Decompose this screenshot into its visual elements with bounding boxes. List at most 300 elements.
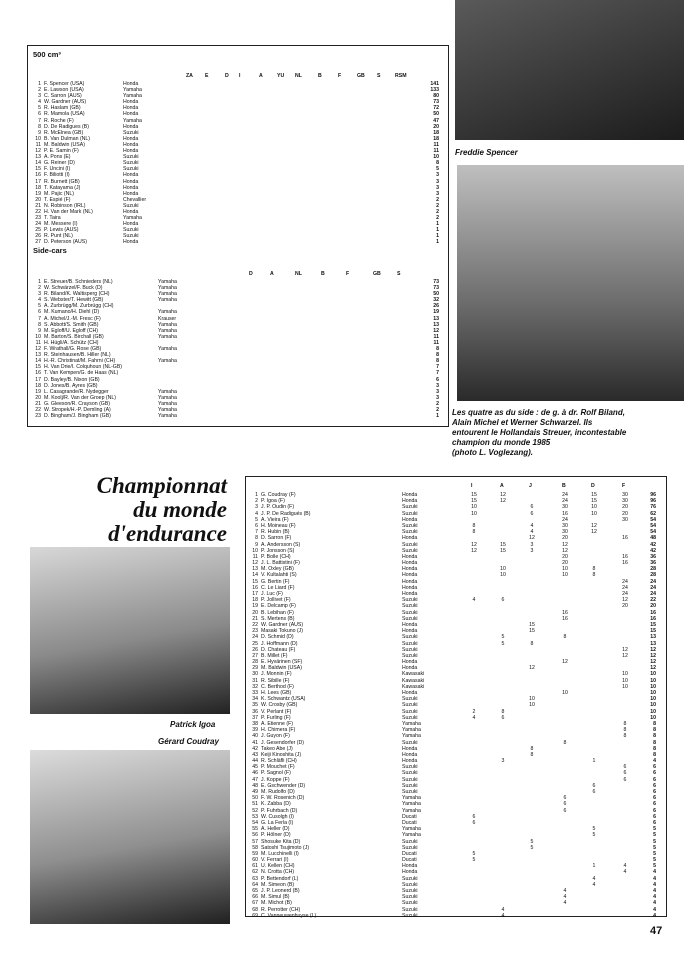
total-points: 22 (650, 597, 656, 604)
race-points: 4 (472, 597, 476, 604)
total-points: 8 (653, 720, 656, 727)
machine: Yamaha (402, 720, 421, 727)
column-header: A (500, 483, 504, 489)
race-points: 30 (562, 522, 568, 529)
column-header: NL (295, 271, 302, 277)
race-points: 8 (623, 720, 627, 727)
section-title-500: 500 cm³ (33, 50, 61, 59)
rider-name: M. Simul (B) (261, 894, 290, 901)
rank: 23 (252, 628, 258, 635)
rider-name: G. La Ferla (I) (261, 819, 294, 826)
rider-name: F. Spencer (USA) (44, 81, 85, 87)
rank: 21 (252, 615, 258, 622)
column-header: D (249, 271, 253, 277)
machine: Suzuki (402, 634, 418, 641)
total-points: 54 (650, 529, 656, 536)
rider-name: A. Pons (E) (44, 154, 71, 161)
caption-line: Alain Michel et Werner Schwarzel. Ils (452, 418, 593, 427)
rank: 20 (252, 609, 258, 616)
total-points: 8 (436, 346, 439, 353)
total-points: 5 (653, 838, 656, 845)
race-points: 24 (622, 591, 628, 597)
machine: Yamaha (158, 358, 177, 365)
caption-igoa: Patrick Igoa (170, 720, 216, 729)
rank: 51 (252, 801, 258, 808)
column-header: B (562, 483, 566, 489)
race-points: 5 (592, 832, 596, 839)
caption-line: entourent le Hollandais Streuer, incontestable (452, 428, 627, 437)
machine: Suzuki (402, 615, 418, 622)
total-points: 62 (650, 510, 656, 517)
rank: 13 (35, 154, 41, 161)
total-points: 50 (433, 291, 439, 298)
race-points: 8 (530, 640, 534, 647)
photo-sidecar-aces (457, 165, 684, 401)
rank: 55 (252, 826, 258, 833)
total-points: 4 (653, 758, 656, 765)
table-500 (33, 73, 443, 246)
machine: Honda (402, 751, 418, 758)
total-points: 2 (436, 215, 439, 222)
total-points: 4 (653, 900, 656, 907)
race-points: 4 (501, 912, 505, 919)
machine: Honda (123, 239, 139, 246)
rider-name: R. Punt (NL) (44, 233, 73, 240)
table-endurance (250, 483, 662, 919)
rank: 46 (252, 770, 258, 777)
rank: 40 (252, 733, 258, 740)
machine: Yamaha (402, 807, 421, 814)
race-points: 6 (563, 801, 567, 808)
total-points: 28 (650, 572, 656, 579)
rank: 4 (255, 510, 258, 517)
column-header: F (338, 73, 342, 79)
rider-name: Shosuke Kita (D) (261, 838, 301, 845)
race-points: 20 (622, 603, 628, 610)
race-points: 8 (530, 745, 534, 752)
total-points: 12 (650, 652, 656, 659)
total-points: 4 (653, 869, 656, 876)
total-points: 11 (433, 141, 439, 148)
total-points: 5 (653, 844, 656, 851)
total-points: 10 (650, 702, 656, 709)
race-points: 12 (500, 492, 506, 498)
rank: 24 (35, 221, 41, 228)
rider-name: F. Biliotti (I) (44, 172, 70, 179)
machine: Suzuki (402, 714, 418, 721)
total-points: 10 (650, 690, 656, 696)
rider-name: Takeo Abe (J) (261, 745, 293, 752)
column-header: YU (277, 73, 285, 79)
rank: 14 (35, 358, 41, 365)
total-points: 16 (650, 615, 656, 622)
total-points: 2 (436, 196, 439, 203)
column-header: D (591, 483, 595, 489)
crew-name: M. Kumano/H. Diehl (D) (44, 309, 100, 316)
race-points: 10 (562, 690, 568, 696)
machine: Suzuki (123, 129, 139, 136)
rank: 10 (252, 547, 258, 554)
total-points: 16 (650, 609, 656, 616)
machine: Yamaha (158, 297, 177, 304)
rank: 12 (35, 346, 41, 353)
rider-name: P. Jollivet (F) (261, 597, 291, 604)
crew-name: E. Streuer/B. Schnieders (NL) (44, 279, 113, 285)
rank: 69 (252, 912, 258, 919)
rider-name: M. Michot (B) (261, 900, 292, 907)
rank: 17 (35, 178, 41, 185)
rank: 16 (252, 584, 258, 591)
rank: 64 (252, 881, 258, 888)
total-points: 2 (436, 400, 439, 407)
machine: Suzuki (402, 541, 418, 548)
column-header: RSM (395, 73, 407, 79)
column-header: S (397, 271, 401, 277)
rider-name: A. Heller (D) (261, 826, 290, 833)
machine: Ducati (402, 850, 417, 857)
machine: Honda (402, 665, 418, 672)
race-points: 12 (500, 498, 506, 505)
total-points: 8 (653, 733, 656, 740)
total-points: 12 (650, 659, 656, 666)
table-header-row (33, 73, 443, 81)
column-header: ZA (186, 73, 193, 79)
machine: Honda (123, 105, 139, 112)
total-points: 4 (653, 875, 656, 882)
machine: Honda (402, 498, 418, 505)
total-points: 15 (650, 628, 656, 635)
rank: 1 (255, 492, 258, 498)
race-points: 16 (622, 560, 628, 567)
crew-name: L. Casagrande/R. Nydegger (44, 388, 109, 395)
race-points: 24 (622, 584, 628, 591)
machine: Yamaha (158, 346, 177, 353)
rider-name: D. Schmid (D) (261, 634, 294, 641)
rank: 18 (252, 597, 258, 604)
rider-name: P. Mouchet (F) (261, 764, 295, 771)
machine: Suzuki (123, 154, 139, 161)
crew-name: R. Biland/K. Waltisperg (CH) (44, 291, 110, 298)
rank: 12 (252, 560, 258, 567)
rank: 9 (38, 129, 41, 136)
race-points: 16 (562, 615, 568, 622)
race-points: 15 (471, 492, 477, 498)
race-points: 4 (563, 888, 567, 894)
column-header: I (239, 73, 241, 79)
rider-name: J. Hoffmann (D) (261, 640, 298, 647)
table-row (250, 913, 662, 919)
race-points: 2 (472, 708, 476, 715)
race-points: 4 (530, 522, 534, 529)
rank: 7 (38, 315, 41, 322)
machine: Yamaha (158, 400, 177, 407)
crew-name: A. Michel/J.-M. Fresc (F) (44, 315, 101, 322)
machine: Chevallier (123, 196, 147, 203)
column-header: I (471, 483, 473, 489)
total-points: 1 (436, 239, 439, 246)
rider-name: W. Cusolgh (I) (261, 813, 294, 820)
machine: Suzuki (402, 894, 418, 901)
rank: 14 (35, 160, 41, 167)
race-points: 16 (622, 553, 628, 560)
total-points: 5 (653, 857, 656, 864)
machine: Suzuki (123, 160, 139, 167)
race-points: 30 (562, 529, 568, 536)
race-points: 12 (471, 541, 477, 548)
total-points: 3 (436, 382, 439, 389)
rank: 22 (35, 208, 41, 215)
crew-name: W. Stropek/H.-P. Demling (A) (44, 406, 111, 413)
race-points: 8 (530, 751, 534, 758)
rank: 30 (252, 671, 258, 678)
crew-name: T. Van Kempen/G. de Haas (NL) (44, 370, 119, 377)
total-points: 36 (650, 560, 656, 567)
rank: 66 (252, 894, 258, 901)
total-points: 2 (436, 202, 439, 209)
race-points: 12 (529, 665, 535, 672)
rank: 29 (252, 665, 258, 672)
caption-coudray: Gérard Coudray (158, 737, 219, 746)
column-header: S (377, 73, 381, 79)
total-points: 47 (433, 117, 439, 124)
rider-name: R. Perrotter (CH) (261, 906, 301, 913)
rider-name: D. De Radigues (B) (44, 123, 89, 130)
total-points: 3 (436, 388, 439, 395)
race-points: 5 (501, 634, 505, 641)
machine: Suzuki (402, 646, 418, 653)
rider-name: V. Kultalahti (S) (261, 572, 297, 579)
machine: Honda (123, 135, 139, 142)
rank: 53 (252, 813, 258, 820)
machine: Honda (123, 148, 139, 155)
race-points: 10 (500, 566, 506, 573)
photo-gerard-coudray (30, 750, 230, 924)
machine: Krauser (158, 315, 177, 322)
race-points: 12 (562, 541, 568, 548)
rider-name: K. Schwantz (USA) (261, 696, 306, 703)
rank: 8 (255, 535, 258, 542)
rank: 3 (255, 504, 258, 511)
machine: Honda (402, 578, 418, 585)
rider-name: D. Sarron (F) (261, 535, 292, 542)
rider-name: G. Reiner (D) (44, 160, 75, 167)
machine: Honda (402, 628, 418, 635)
crew-name: G. Gleeson/R. Crayson (GB) (44, 400, 111, 407)
table-sidecars (33, 271, 443, 419)
table-header-row (33, 271, 443, 279)
race-points: 5 (472, 850, 476, 857)
rider-name: W. Crosby (GB) (261, 702, 298, 709)
crew-name: M. Barton/S. Birchall (GB) (44, 333, 104, 340)
total-points: 4 (653, 912, 656, 919)
race-points: 12 (529, 535, 535, 542)
machine: Yamaha (402, 801, 421, 808)
rank: 6 (38, 309, 41, 316)
rider-name: M. Oxley (GB) (261, 566, 294, 573)
column-header: F (346, 271, 350, 277)
total-points: 133 (430, 87, 439, 94)
rank: 3 (38, 93, 41, 100)
total-points: 18 (433, 129, 439, 136)
total-points: 72 (433, 105, 439, 112)
total-points: 3 (436, 184, 439, 191)
total-points: 19 (433, 309, 439, 316)
race-points: 6 (623, 776, 627, 783)
rider-name: E. Lawson (USA) (44, 87, 84, 94)
race-points: 8 (592, 572, 596, 579)
rider-name: J. Guyon (F) (261, 733, 290, 740)
race-points: 6 (563, 807, 567, 814)
crew-name: W. Schwärzel/F. Buck (D) (44, 285, 103, 292)
rider-name: C. Le Liard (F) (261, 584, 295, 591)
race-points: 10 (622, 671, 628, 678)
machine: Suzuki (402, 603, 418, 610)
machine: Suzuki (402, 770, 418, 777)
column-header: GB (373, 271, 381, 277)
crew-name: D. Bayley/B. Nixon (GB) (44, 376, 100, 383)
rank: 2 (38, 87, 41, 94)
race-points: 4 (501, 906, 505, 913)
rank: 48 (252, 782, 258, 789)
machine: Honda (402, 535, 418, 542)
rank: 10 (35, 135, 41, 142)
rank: 26 (252, 646, 258, 653)
rank: 37 (252, 714, 258, 721)
rank: 5 (38, 105, 41, 112)
rank: 21 (35, 202, 41, 209)
rider-name: H. Van der Mark (NL) (44, 208, 93, 215)
rider-name: J. P. Leonerd (B) (261, 888, 300, 894)
machine: Suzuki (402, 838, 418, 845)
rider-name: F. Uncini (I) (44, 166, 71, 173)
total-points: 5 (436, 166, 439, 173)
race-points: 5 (530, 838, 534, 845)
rider-name: M. Simeon (B) (261, 881, 295, 888)
rider-name: W. Gardner (AUS) (261, 621, 304, 628)
rank: 23 (35, 215, 41, 222)
total-points: 8 (653, 745, 656, 752)
machine: Honda (402, 584, 418, 591)
rider-name: P. Lewis (AUS) (44, 227, 79, 234)
caption-line: (photo L. Voglezang). (452, 448, 534, 457)
race-points: 6 (592, 789, 596, 795)
total-points: 12 (650, 646, 656, 653)
total-points: 8 (653, 739, 656, 746)
rank: 22 (252, 621, 258, 628)
machine: Suzuki (402, 900, 418, 907)
rider-name: G. Coudray (F) (261, 492, 296, 498)
rank: 25 (35, 227, 41, 234)
rider-name: T. Taira (44, 215, 61, 222)
rank: 17 (35, 376, 41, 383)
rider-name: P. Hölner (D) (261, 832, 291, 839)
race-points: 30 (622, 492, 628, 498)
race-points: 4 (623, 863, 627, 870)
race-points: 15 (529, 628, 535, 635)
column-header: GB (357, 73, 365, 79)
total-points: 3 (436, 178, 439, 185)
rank: 9 (255, 541, 258, 548)
race-points: 8 (623, 733, 627, 740)
race-points: 6 (623, 764, 627, 771)
total-points: 6 (653, 770, 656, 777)
rider-name: A. Etienne (F) (261, 720, 294, 727)
rank: 60 (252, 857, 258, 864)
rank: 13 (35, 352, 41, 359)
rank: 54 (252, 819, 258, 826)
machine: Honda (123, 99, 139, 106)
machine: Suzuki (402, 652, 418, 659)
rank: 34 (252, 696, 258, 703)
machine: Honda (123, 81, 139, 87)
rider-name: M. Rudolfo (D) (261, 789, 295, 795)
machine: Suzuki (402, 597, 418, 604)
total-points: 6 (653, 789, 656, 795)
total-points: 5 (653, 826, 656, 833)
race-points: 5 (592, 826, 596, 833)
rank: 4 (38, 297, 41, 304)
machine: Yamaha (158, 333, 177, 340)
machine: Suzuki (123, 233, 139, 240)
total-points: 10 (650, 714, 656, 721)
crew-name: D. Bingham/J. Bingham (GB) (44, 413, 111, 420)
column-header: D (225, 73, 229, 79)
machine: Suzuki (402, 708, 418, 715)
heading-line: d'endurance (108, 521, 227, 546)
race-points: 12 (622, 646, 628, 653)
machine: Honda (402, 560, 418, 567)
rider-name: P. Igoa (F) (261, 498, 285, 505)
race-points: 24 (562, 498, 568, 505)
caption-spencer: Freddie Spencer (455, 148, 518, 157)
crew-name: A. Zurbrügg/M. Zurbrügg (CH) (44, 303, 114, 310)
machine: Honda (123, 141, 139, 148)
rank: 13 (252, 566, 258, 573)
rank: 18 (35, 184, 41, 191)
machine: Suzuki (402, 696, 418, 703)
machine: Honda (402, 690, 418, 696)
machine: Suzuki (402, 906, 418, 913)
rank: 2 (38, 285, 41, 292)
race-points: 12 (562, 659, 568, 666)
rank: 19 (35, 190, 41, 197)
race-points: 8 (623, 727, 627, 734)
total-points: 11 (433, 333, 439, 340)
total-points: 80 (433, 93, 439, 100)
rank: 36 (252, 708, 258, 715)
machine: Honda (402, 553, 418, 560)
rank: 15 (252, 578, 258, 585)
rider-name: R. Roche (F) (44, 117, 74, 124)
rank: 5 (255, 516, 258, 523)
rider-name: Masaki Tokuno (J) (261, 628, 303, 635)
rank: 25 (252, 640, 258, 647)
rider-name: R. Mamola (USA) (44, 111, 85, 118)
race-points: 6 (472, 813, 476, 820)
total-points: 20 (650, 603, 656, 610)
machine: Honda (402, 758, 418, 765)
rank: 62 (252, 869, 258, 876)
column-header: A (259, 73, 263, 79)
rider-name: N. Crotta (CH) (261, 869, 295, 876)
machine: Honda (402, 591, 418, 597)
crew-name: D. Jones/B. Ayres (GB) (44, 382, 98, 389)
total-points: 13 (433, 321, 439, 328)
race-points: 20 (562, 560, 568, 567)
machine: Honda (123, 208, 139, 215)
total-points: 11 (433, 148, 439, 155)
race-points: 30 (562, 504, 568, 511)
